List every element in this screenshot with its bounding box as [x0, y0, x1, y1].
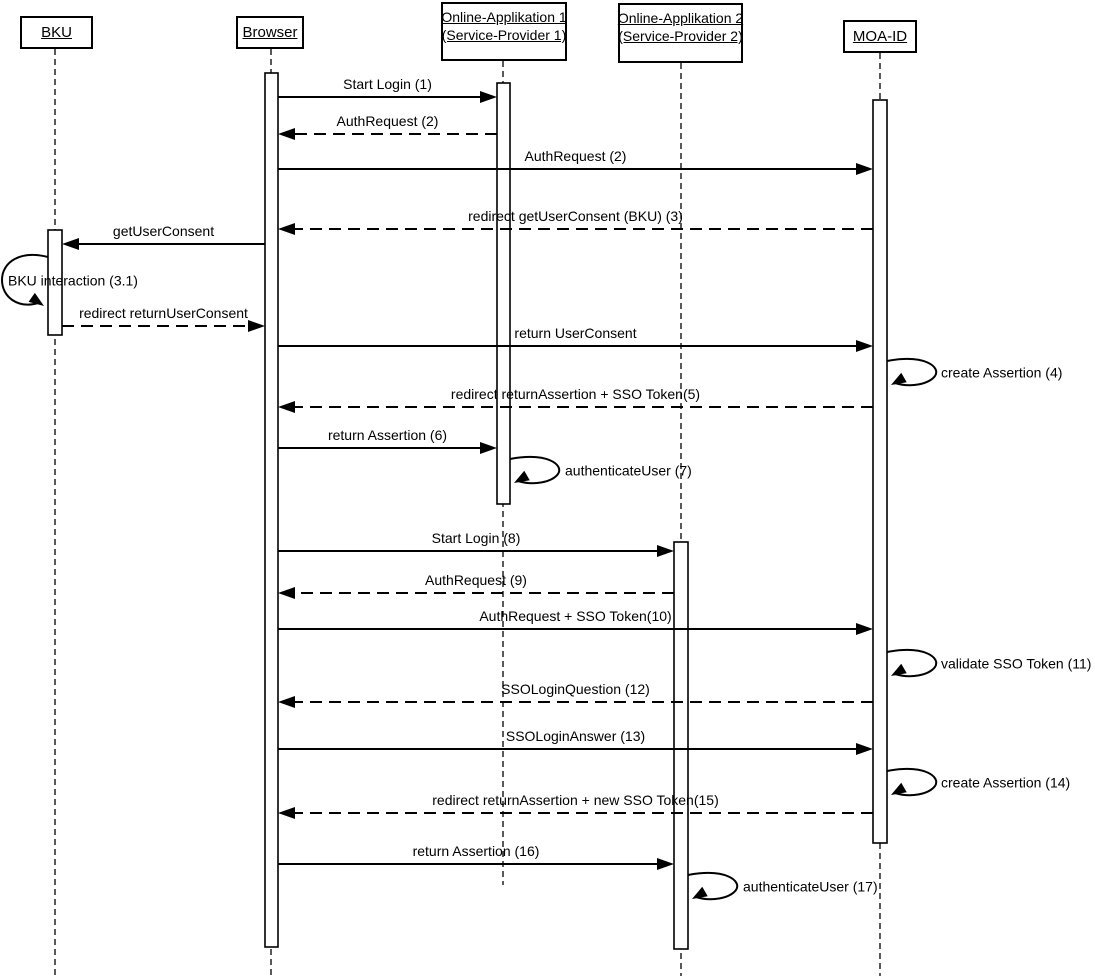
message-label-6: redirect returnUserConsent [79, 305, 248, 321]
message-arrowhead-7 [856, 340, 873, 352]
actor-label-browser-line1: Browser [242, 24, 298, 41]
self-loop-label-moaid: create Assertion (14) [941, 774, 1071, 791]
message-label-5: getUserConsent [112, 223, 215, 239]
actor-label-oa1-line2: (Service-Provider 1) [441, 27, 567, 43]
actor-label-moaid-line1: MOA-ID [852, 28, 908, 45]
actor-label-bku-line1: BKU [41, 24, 72, 41]
message-arrowhead-5 [62, 238, 79, 250]
message-label-2: AuthRequest (2) [336, 113, 439, 129]
actor-box-bku [20, 16, 93, 49]
actor-label-oa2-line2: (Service-Provider 2) [618, 28, 743, 44]
message-arrowhead-10 [657, 545, 674, 557]
message-label-4: redirect getUserConsent (BKU) (3) [468, 208, 683, 224]
actor-box-browser [236, 16, 304, 49]
self-loop-label-oa2: authenticateUser (17) [743, 878, 878, 895]
activation-bar-moaid [873, 100, 887, 843]
message-arrowhead-2 [278, 128, 295, 140]
message-label-3: AuthRequest (2) [524, 148, 627, 164]
message-arrowhead-12 [856, 623, 873, 635]
self-loop-arrowhead-moaid [891, 373, 907, 385]
message-label-13: SSOLoginQuestion (12) [501, 681, 650, 697]
message-label-11: AuthRequest (9) [425, 572, 527, 588]
self-loop-label-bku: BKU interaction (3.1) [8, 272, 138, 289]
activation-bar-browser [265, 73, 278, 947]
message-arrowhead-8 [278, 401, 295, 413]
actor-label-oa1-line1: Online-Applikation 1 [441, 9, 567, 25]
activation-bar-oa1 [497, 83, 510, 504]
message-arrowhead-1 [480, 91, 497, 103]
self-loop-label-moaid: validate SSO Token (11) [941, 655, 1092, 672]
message-label-14: SSOLoginAnswer (13) [505, 728, 646, 744]
message-label-16: return Assertion (16) [412, 843, 540, 859]
message-arrowhead-6 [248, 320, 265, 332]
message-label-8: redirect returnAssertion + SSO Token(5) [450, 386, 701, 402]
message-arrowhead-9 [480, 442, 497, 454]
self-loop-arrowhead-moaid [891, 783, 907, 795]
message-arrowhead-11 [278, 587, 295, 599]
message-label-7: return UserConsent [514, 325, 637, 341]
message-label-1: Start Login (1) [343, 76, 432, 92]
actor-label-oa2-line1: Online-Applikation 2 [617, 10, 744, 26]
self-loop-label-oa1: authenticateUser (7) [565, 462, 692, 479]
message-arrowhead-14 [856, 743, 873, 755]
self-loop-arrowhead-oa2 [692, 887, 708, 899]
message-label-10: Start Login (8) [431, 530, 521, 546]
actor-box-oa2 [618, 3, 743, 63]
actor-box-oa1 [441, 2, 567, 61]
message-label-15: redirect returnAssertion + new SSO Token(15) [432, 792, 719, 808]
actor-box-moaid [843, 20, 917, 53]
self-loop-arrowhead-oa1 [514, 471, 530, 483]
activation-bar-oa2 [674, 542, 688, 949]
message-arrowhead-3 [856, 163, 873, 175]
message-label-12: AuthRequest + SSO Token(10) [479, 608, 672, 624]
self-loop-label-moaid: create Assertion (4) [941, 364, 1063, 381]
message-arrowhead-16 [657, 858, 674, 870]
self-loop-arrowhead-moaid [891, 664, 907, 676]
message-label-9: return Assertion (6) [327, 427, 448, 443]
message-arrowhead-4 [278, 223, 295, 235]
message-arrowhead-13 [278, 696, 295, 708]
message-arrowhead-15 [278, 807, 295, 819]
